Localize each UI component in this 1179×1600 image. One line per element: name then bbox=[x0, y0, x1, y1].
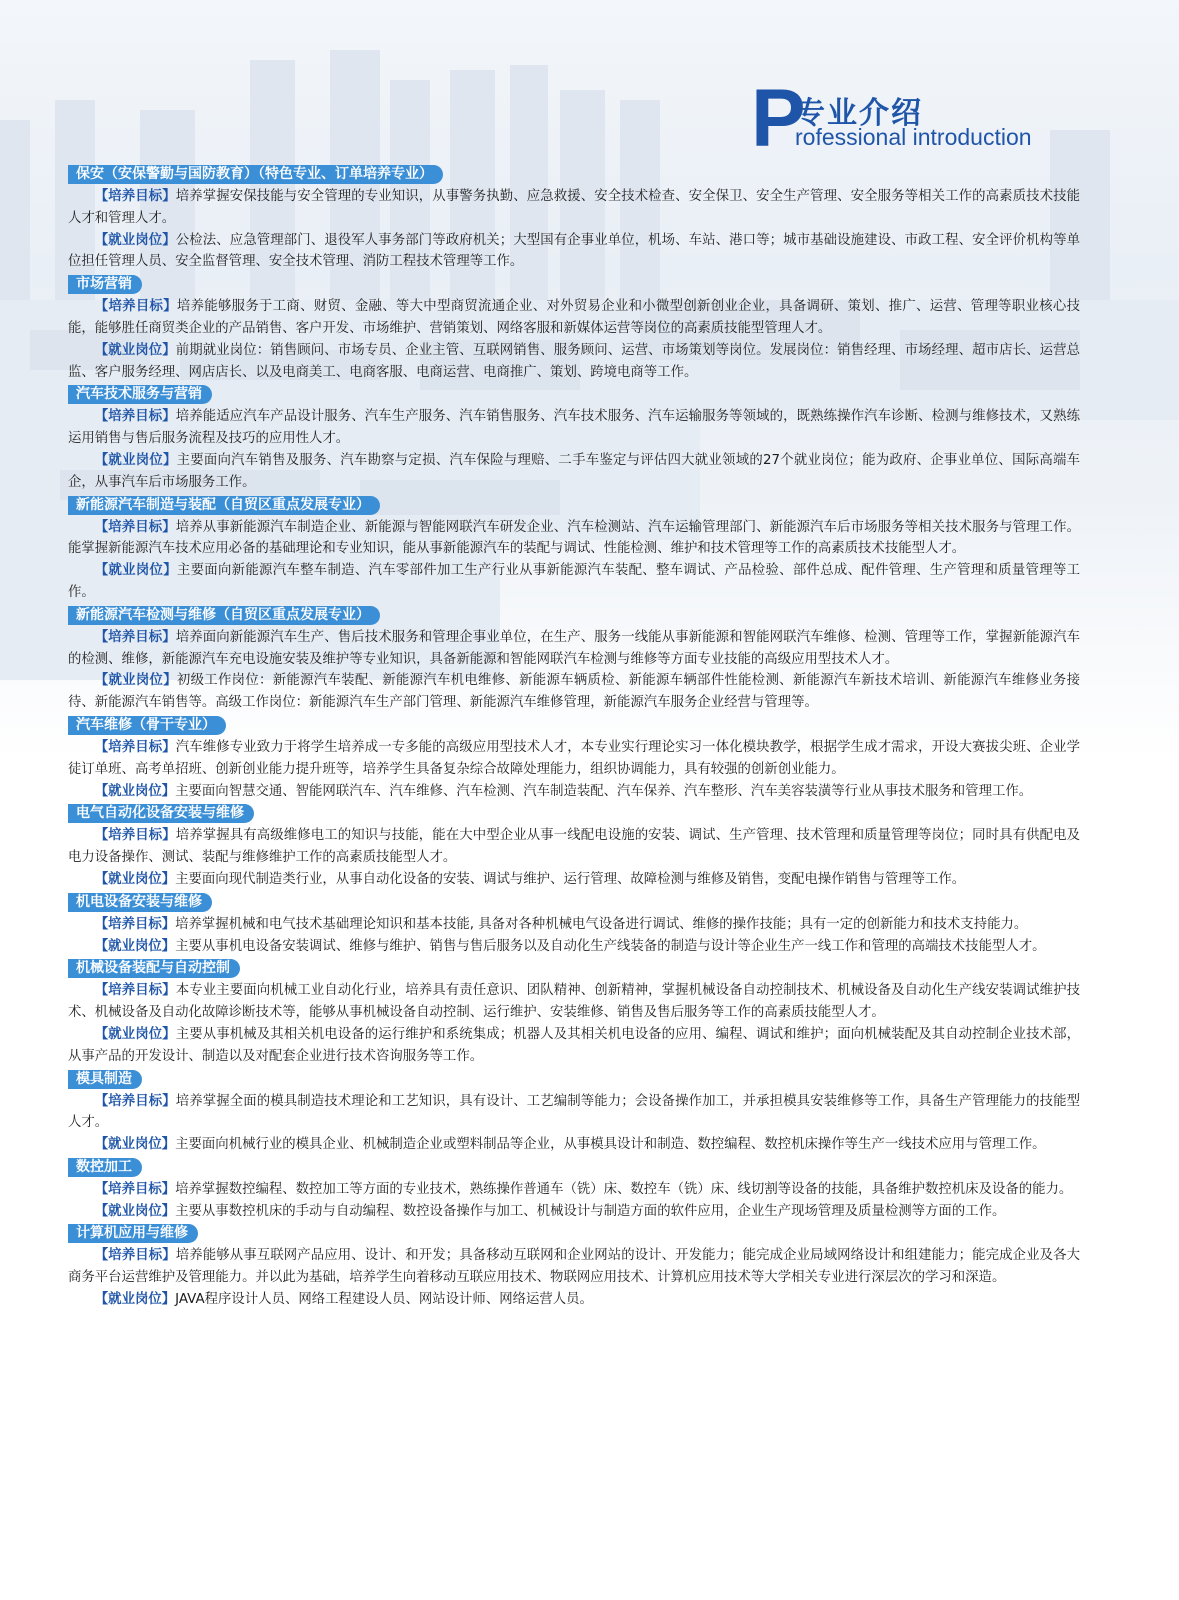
goal-label: 【培养目标】 bbox=[94, 1181, 176, 1197]
major-section bbox=[68, 802, 1080, 890]
goal-text: 培养能适应汽车产品设计服务、汽车生产服务、汽车销售服务、汽车技术服务、汽车运输服务等领域的，既熟练操作汽车诊断、检测与维修技术，又熟练运用销售与售后服务流程及技巧的应用性人才。 bbox=[68, 409, 1080, 447]
major-title: 数控加工 bbox=[68, 1158, 142, 1177]
employment-positions bbox=[68, 1134, 1080, 1156]
major-title: 新能源汽车检测与维修（自贸区重点发展专业） bbox=[68, 606, 380, 625]
majors-list bbox=[68, 163, 1080, 1311]
job-text: 主要面向新能源汽车整车制造、汽车零部件加工生产行业从事新能源汽车装配、整车调试、产品检验、部件总成、配件管理、生产管理和质量管理等工作。 bbox=[68, 563, 1080, 600]
page-subtitle: rofessional introduction bbox=[795, 124, 1032, 150]
goal-text: 汽车维修专业致力于将学生培养成一专多能的高级应用型技术人才，本专业实行理论实习一体化模块教学，根据学生成才需求，开设大赛拔尖班、企业学徒订单班、高考单招班、创新创业能力提升班等，培养学生具备复杂综合故障处理能力，组织协调能力，具有较强的创新创业能力。 bbox=[68, 739, 1080, 777]
job-label: 【就业岗位】 bbox=[94, 1137, 176, 1153]
training-goal bbox=[68, 1091, 1080, 1135]
training-goal bbox=[68, 186, 1080, 230]
major-title: 电气自动化设备安装与维修 bbox=[68, 804, 254, 823]
training-goal bbox=[68, 517, 1080, 561]
job-label: 【就业岗位】 bbox=[94, 452, 177, 468]
page-title: 专业介绍 bbox=[795, 96, 923, 131]
training-goal bbox=[68, 737, 1080, 781]
goal-text: 培养掌握数控编程、数控加工等方面的专业技术，熟练操作普通车（铣）床、数控车（铣）床、线切割等设备的技能，具备维护数控机床及设备的能力。 bbox=[175, 1181, 1073, 1197]
major-title: 保安（安保警勤与国防教育）（特色专业、订单培养专业） bbox=[68, 165, 443, 184]
employment-positions bbox=[68, 450, 1080, 494]
goal-label: 【培养目标】 bbox=[94, 983, 176, 999]
major-title: 汽车技术服务与营销 bbox=[68, 385, 212, 404]
employment-positions bbox=[68, 340, 1080, 384]
training-goal bbox=[68, 825, 1080, 869]
job-text: 公检法、应急管理部门、退役军人事务部门等政府机关；大型国有企事业单位，机场、车站、港口等；城市基础设施建设、市政工程、安全评价机构等单位担任管理人员、安全监督管理、安全技术管理、消防工程技术管理等工作。 bbox=[68, 232, 1080, 270]
job-text: 主要面向现代制造类行业，从事自动化设备的安装、调试与维护、运行管理、故障检测与维修及销售，变配电操作销售与管理等工作。 bbox=[175, 871, 966, 887]
training-goal bbox=[68, 296, 1080, 340]
major-section bbox=[68, 714, 1080, 802]
job-text: 主要面向智慧交通、智能网联汽车、汽车维修、汽车检测、汽车制造装配、汽车保养、汽车整形、汽车美容装潢等行业从事技术服务和管理工作。 bbox=[175, 783, 1033, 799]
goal-text: 本专业主要面向机械工业自动化行业，培养具有责任意识、团队精神、创新精神，掌握机械设备自动控制技术、机械设备及自动化生产线安装调试维护技术、机械设备及自动化故障诊断技术等，能够从事机械设备自动控制、运行维护、安装维修、销售及售后服务等工作的高素质技能型人才。 bbox=[68, 983, 1080, 1021]
job-text: 前期就业岗位：销售顾问、市场专员、企业主管、互联网销售、服务顾问、运营、市场策划等岗位。发展岗位：销售经理、市场经理、超市店长、运营总监、客户服务经理、网店店长、以及电商美工、电商客服、电商运营、电商推广、策划、跨境电商等工作。 bbox=[68, 342, 1080, 380]
goal-label: 【培养目标】 bbox=[94, 629, 176, 645]
job-label: 【就业岗位】 bbox=[94, 783, 176, 799]
employment-positions bbox=[68, 1289, 1080, 1311]
job-label: 【就业岗位】 bbox=[94, 1026, 176, 1042]
major-section bbox=[68, 494, 1080, 604]
goal-text: 培养掌握安保技能与安全管理的专业知识，从事警务执勤、应急救援、安全技术检查、安全保卫、安全生产管理、安全服务等相关工作的高素质技术技能人才和管理人才。 bbox=[68, 189, 1080, 226]
job-text: 主要面向机械行业的模具企业、机械制造企业或塑料制品等企业，从事模具设计和制造、数控编程、数控机床操作等生产一线技术应用与管理工作。 bbox=[175, 1137, 1046, 1153]
training-goal bbox=[68, 406, 1080, 450]
goal-text: 培养从事新能源汽车制造企业、新能源与智能网联汽车研发企业、汽车检测站、汽车运输管理部门、新能源汽车后市场服务等相关技术服务与管理工作。能掌握新能源汽车技术应用必备的基础理论和专业知识，能从事新能源汽车的装配与调试、性能检测、维护和技术管理等工作的高素质技术技能型人才。 bbox=[68, 519, 1080, 557]
goal-text: 培养能够服务于工商、财贸、金融、等大中型商贸流通企业、对外贸易企业和小微型创新创业企业，具备调研、策划、推广、运营、管理等职业核心技能，能够胜任商贸类企业的产品销售、客户开发、市场维护、营销策划、网络客服和新媒体运营等岗位的高素质技能型管理人才。 bbox=[68, 299, 1080, 336]
employment-positions bbox=[68, 781, 1080, 803]
job-label: 【就业岗位】 bbox=[94, 1292, 176, 1308]
training-goal bbox=[68, 1245, 1080, 1289]
job-text: 主要从事机械及其相关机电设备的运行维护和系统集成；机器人及其相关机电设备的应用、编程、调试和维护；面向机械装配及其自动控制企业技术部，从事产品的开发设计、制造以及对配套企业进行技术咨询服务等工作。 bbox=[68, 1026, 1080, 1064]
goal-label: 【培养目标】 bbox=[94, 1093, 176, 1109]
major-section bbox=[68, 273, 1080, 383]
job-label: 【就业岗位】 bbox=[94, 563, 177, 579]
major-title: 新能源汽车制造与装配（自贸区重点发展专业） bbox=[68, 496, 380, 515]
major-title: 汽车维修（骨干专业） bbox=[68, 716, 226, 735]
employment-positions bbox=[68, 869, 1080, 891]
job-label: 【就业岗位】 bbox=[94, 232, 176, 248]
major-title: 机电设备安装与维修 bbox=[68, 893, 212, 912]
major-title: 机械设备装配与自动控制 bbox=[68, 959, 240, 978]
major-section bbox=[68, 891, 1080, 958]
major-section bbox=[68, 957, 1080, 1067]
major-section bbox=[68, 163, 1080, 273]
goal-label: 【培养目标】 bbox=[94, 739, 176, 755]
goal-label: 【培养目标】 bbox=[94, 299, 177, 315]
employment-positions bbox=[68, 1201, 1080, 1223]
job-text: 初级工作岗位：新能源汽车装配、新能源汽车机电维修、新能源车辆质检、新能源车辆部件性能检测、新能源汽车新技术培训、新能源汽车维修业务接待、新能源汽车销售等。高级工作岗位：新能源汽车生产部门管理、新能源汽车维修管理，新能源汽车服务企业经营与管理等。 bbox=[68, 673, 1080, 711]
major-title: 市场营销 bbox=[68, 275, 142, 294]
major-section bbox=[68, 1156, 1080, 1223]
goal-label: 【培养目标】 bbox=[94, 189, 176, 204]
training-goal bbox=[68, 980, 1080, 1024]
major-title: 模具制造 bbox=[68, 1070, 142, 1089]
goal-text: 培养面向新能源汽车生产、售后技术服务和管理企事业单位，在生产、服务一线能从事新能源和智能网联汽车维修、检测、管理等工作，掌握新能源汽车的检测、维修，新能源汽车充电设施安装及维护等专业知识，具备新能源和智能网联汽车检测与维修等方面专业技能的高级应用型技术人才。 bbox=[68, 629, 1080, 667]
employment-positions bbox=[68, 1024, 1080, 1068]
goal-label: 【培养目标】 bbox=[94, 519, 176, 535]
training-goal bbox=[68, 1179, 1080, 1201]
major-section bbox=[68, 604, 1080, 714]
training-goal bbox=[68, 914, 1080, 936]
logo-letter: P bbox=[751, 73, 806, 164]
job-text: 主要从事机电设备安装调试、维修与维护、销售与售后服务以及自动化生产线装备的制造与设计等企业生产一线工作和管理的高端技术技能型人才。 bbox=[175, 938, 1046, 954]
major-section bbox=[68, 1222, 1080, 1310]
major-section bbox=[68, 383, 1080, 493]
job-text: 主要从事数控机床的手动与自动编程、数控设备操作与加工、机械设计与制造方面的软件应用，企业生产现场管理及质量检测等方面的工作。 bbox=[175, 1203, 1006, 1219]
job-text: JAVA程序设计人员、网络工程建设人员、网站设计师、网络运营人员。 bbox=[175, 1292, 593, 1308]
job-label: 【就业岗位】 bbox=[94, 1203, 176, 1219]
major-title: 计算机应用与维修 bbox=[68, 1224, 198, 1243]
page-header bbox=[751, 73, 1081, 164]
job-label: 【就业岗位】 bbox=[94, 342, 176, 358]
job-label: 【就业岗位】 bbox=[94, 938, 176, 954]
job-label: 【就业岗位】 bbox=[94, 871, 176, 887]
employment-positions bbox=[68, 936, 1080, 958]
goal-label: 【培养目标】 bbox=[94, 916, 176, 932]
employment-positions bbox=[68, 560, 1080, 604]
employment-positions bbox=[68, 230, 1080, 274]
goal-text: 培养掌握具有高级维修电工的知识与技能，能在大中型企业从事一线配电设施的安装、调试、生产管理、技术管理和质量管理等岗位；同时具有供配电及电力设备操作、测试、装配与维修维护工作的高素质技能型人才。 bbox=[68, 828, 1080, 866]
job-label: 【就业岗位】 bbox=[94, 673, 177, 689]
goal-label: 【培养目标】 bbox=[94, 1248, 176, 1264]
employment-positions bbox=[68, 670, 1080, 714]
goal-label: 【培养目标】 bbox=[94, 409, 176, 425]
goal-text: 培养掌握机械和电气技术基础理论知识和基本技能, 具备对各种机械电气设备进行调试、维修的操作技能；具有一定的创新能力和技术支持能力。 bbox=[175, 916, 1028, 932]
training-goal bbox=[68, 627, 1080, 671]
job-text: 主要面向汽车销售及服务、汽车勘察与定损、汽车保险与理赔、二手车鉴定与评估四大就业领域的27个就业岗位；能为政府、企事业单位、国际高端车企，从事汽车后市场服务工作。 bbox=[68, 452, 1080, 490]
goal-text: 培养能够从事互联网产品应用、设计、和开发；具备移动互联网和企业网站的设计、开发能力；能完成企业局域网络设计和组建能力；能完成企业及各大商务平台运营维护及管理能力。并以此为基础，培养学生向着移动互联应用技术、物联网应用技术、计算机应用技术等大学相关专业进行深层次的学习和深造。 bbox=[68, 1248, 1080, 1286]
goal-label: 【培养目标】 bbox=[94, 828, 176, 844]
major-section bbox=[68, 1068, 1080, 1156]
goal-text: 培养掌握全面的模具制造技术理论和工艺知识，具有设计、工艺编制等能力；会设备操作加工，并承担模具安装维修等工作，具备生产管理能力的技能型人才。 bbox=[68, 1093, 1080, 1131]
